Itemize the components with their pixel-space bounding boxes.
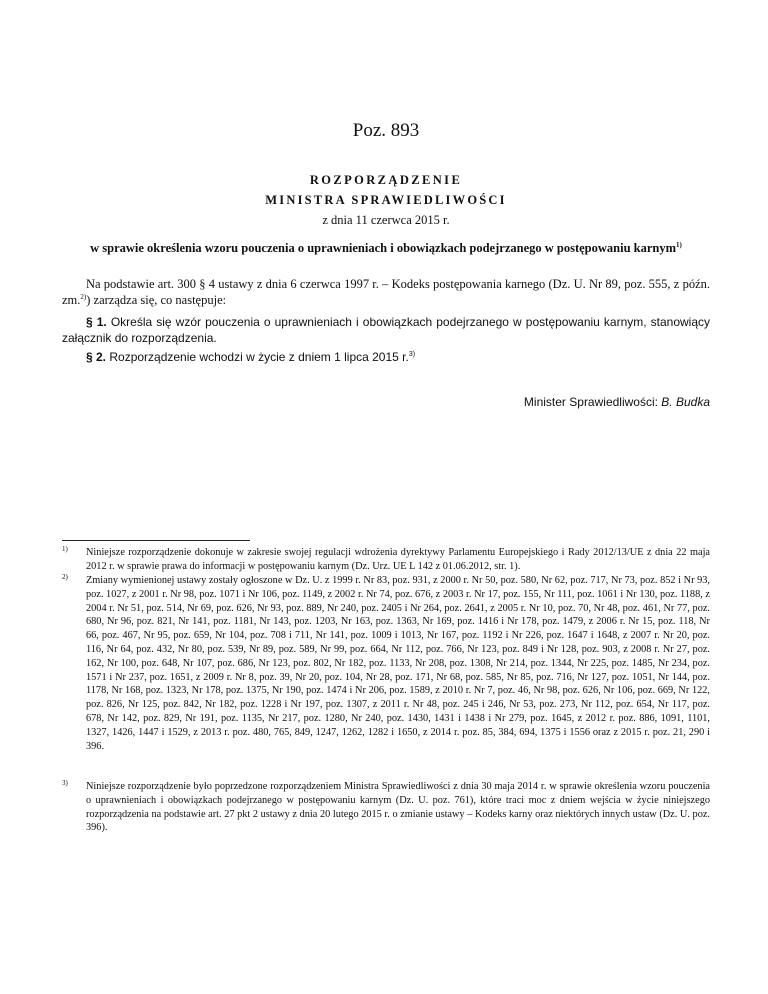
footnote-divider	[62, 540, 250, 541]
act-type-heading: ROZPORZĄDZENIE	[309, 173, 463, 187]
footnote-ref-3: 3)	[408, 351, 416, 358]
act-date: z dnia 11 czerwca 2015 r.	[322, 213, 450, 227]
paragraph-2-text: Rozporządzenie wchodzi w życie z dniem 1 lipca 2015 r.	[106, 350, 409, 364]
signature-name: B. Budka	[661, 395, 710, 409]
act-subject-text: w sprawie określenia wzoru pouczenia o uprawnieniach i obowiązkach podejrzanego w postępowaniu karnym	[90, 241, 677, 255]
signature	[524, 395, 710, 409]
paragraph-2	[62, 349, 710, 365]
footnote-2	[62, 574, 710, 753]
footnote-3	[62, 780, 710, 835]
footnote-3-text: Niniejsze rozporządzenie było poprzedzone rozporządzeniem Ministra Sprawiedliwości z dnia 30 maja 2014 r. w sprawie określenia wzoru pouczenia o uprawnieniach i obowiązkach podejrzanego w postępowaniu karnym (Dz. U. poz. 761), które traci moc z dniem wejścia w życie niniejszego rozporządzenia na podstawie art. 27 pkt 2 ustawy z dnia 20 lutego 2015 r. o zmianie ustawy – Kodeks karny oraz niektórych innych ustaw (Dz. U. poz. 396).	[86, 781, 710, 834]
position-number: Poz. 893	[352, 120, 420, 141]
footnote-1-number: 1)	[62, 545, 68, 553]
footnote-2-text: Zmiany wymienionej ustawy zostały ogłoszone w Dz. U. z 1999 r. Nr 83, poz. 931, z 2000 r. Nr 50, poz. 580, Nr 62, poz. 717, Nr 73, poz. 852 i Nr 93, poz. 1027, z 2001 r. Nr 98, poz. 1071 i Nr 106, poz. 1149, z 2002 r. Nr 74, poz. 676, z 2003 r. Nr 17, poz. 155, Nr 111, poz. 1061 i Nr 130, poz. 1188, z 2004 r. Nr 51, poz. 514, Nr 69, poz. 626, Nr 93, poz. 889, Nr 240, poz. 2405 i Nr 264, poz. 2641, z 2005 r. Nr 10, poz. 70, Nr 48, poz. 461, Nr 77, poz. 680, Nr 96, poz. 821, Nr 141, poz. 1181, Nr 143, poz. 1203, Nr 163, poz. 1363, Nr 169, poz. 1416 i Nr 178, poz. 1479, z 2006 r. Nr 15, poz. 118, Nr 66, poz. 467, Nr 95, poz. 659, Nr 104, poz. 708 i 711, Nr 141, poz. 1009 i 1013, Nr 167, poz. 1192 i Nr 226, poz. 1647 i 1648, z 2007 r. Nr 20, poz. 116, Nr 64, poz. 432, Nr 80, poz. 539, Nr 89, poz. 589, Nr 99, poz. 664, Nr 112, poz. 766, Nr 123, poz. 849 i Nr 128, poz. 903, z 2008 r. Nr 27, poz. 162, Nr 100, poz. 648, Nr 107, poz. 686, Nr 123, poz. 802, Nr 182, poz. 1133, Nr 208, poz. 1308, Nr 214, poz. 1344, Nr 225, poz. 1485, Nr 234, poz. 1571 i Nr 237, poz. 1651, z 2009 r. Nr 8, poz. 39, Nr 20, poz. 104, Nr 28, poz. 171, Nr 68, poz. 585, Nr 85, poz. 716, Nr 127, poz. 1051, Nr 144, poz. 1178, Nr 168, poz. 1323, Nr 178, poz. 1375, Nr 190, poz. 1474 i Nr 206, poz. 1589, z 2010 r. Nr 7, poz. 46, Nr 98, poz. 626, Nr 106, poz. 669, Nr 122, poz. 826, Nr 125, poz. 842, Nr 182, poz. 1228 i Nr 197, poz. 1307, z 2011 r. Nr 48, poz. 245 i 246, Nr 53, poz. 273, Nr 112, poz. 654, Nr 117, poz. 678, Nr 142, poz. 829, Nr 191, poz. 1135, Nr 217, poz. 1280, Nr 240, poz. 1430, 1431 i 1438 i Nr 279, poz. 1645, z 2012 r. poz. 886, 1091, 1101, 1327, 1426, 1447 i 1529, z 2013 r. poz. 480, 765, 849, 1247, 1262, 1282 i 1650, z 2014 r. poz. 85, 384, 694, 1375 i 1556 oraz z 2015 r. poz. 21, 290 i 396.	[86, 575, 710, 752]
footnote-2-number: 2)	[62, 573, 68, 581]
footnote-1	[62, 546, 710, 574]
intro-text-before: Na podstawie art. 300 § 4 ustawy z dnia 6 czerwca 1997 r. – Kodeks postępowania karnego (Dz. U. Nr 89, poz. 555, z późn. zm.	[62, 277, 710, 307]
footnote-3-number: 3)	[62, 779, 68, 787]
signature-role: Minister Sprawiedliwości:	[523, 395, 662, 409]
footnote-1-text: Niniejsze rozporządzenie dokonuje w zakresie swojej regulacji wdrożenia dyrektywy Parlamentu Europejskiego i Rady 2012/13/UE z dnia 22 maja 2012 r. w sprawie prawa do informacji w postępowaniu karnym (Dz. Urz. UE L 142 z 01.06.2012, str. 1).	[86, 547, 710, 572]
act-subject	[62, 241, 710, 256]
paragraph-2-label: § 2.	[86, 350, 107, 364]
paragraph-1-text: Określa się wzór pouczenia o uprawnieniach i obowiązkach podejrzanego w postępowaniu karnym, stanowiący załącznik do rozporządzenia.	[62, 315, 711, 345]
footnote-ref-1: 1)	[676, 240, 682, 249]
intro-text-after: ) zarządza się, co następuje:	[86, 293, 227, 307]
paragraph-1-label: § 1.	[86, 315, 107, 329]
footnote-ref-2: 2)	[80, 292, 87, 301]
paragraph-1	[62, 314, 710, 346]
issuer-heading: MINISTRA SPRAWIEDLIWOŚCI	[265, 193, 507, 207]
intro-paragraph	[62, 276, 710, 308]
